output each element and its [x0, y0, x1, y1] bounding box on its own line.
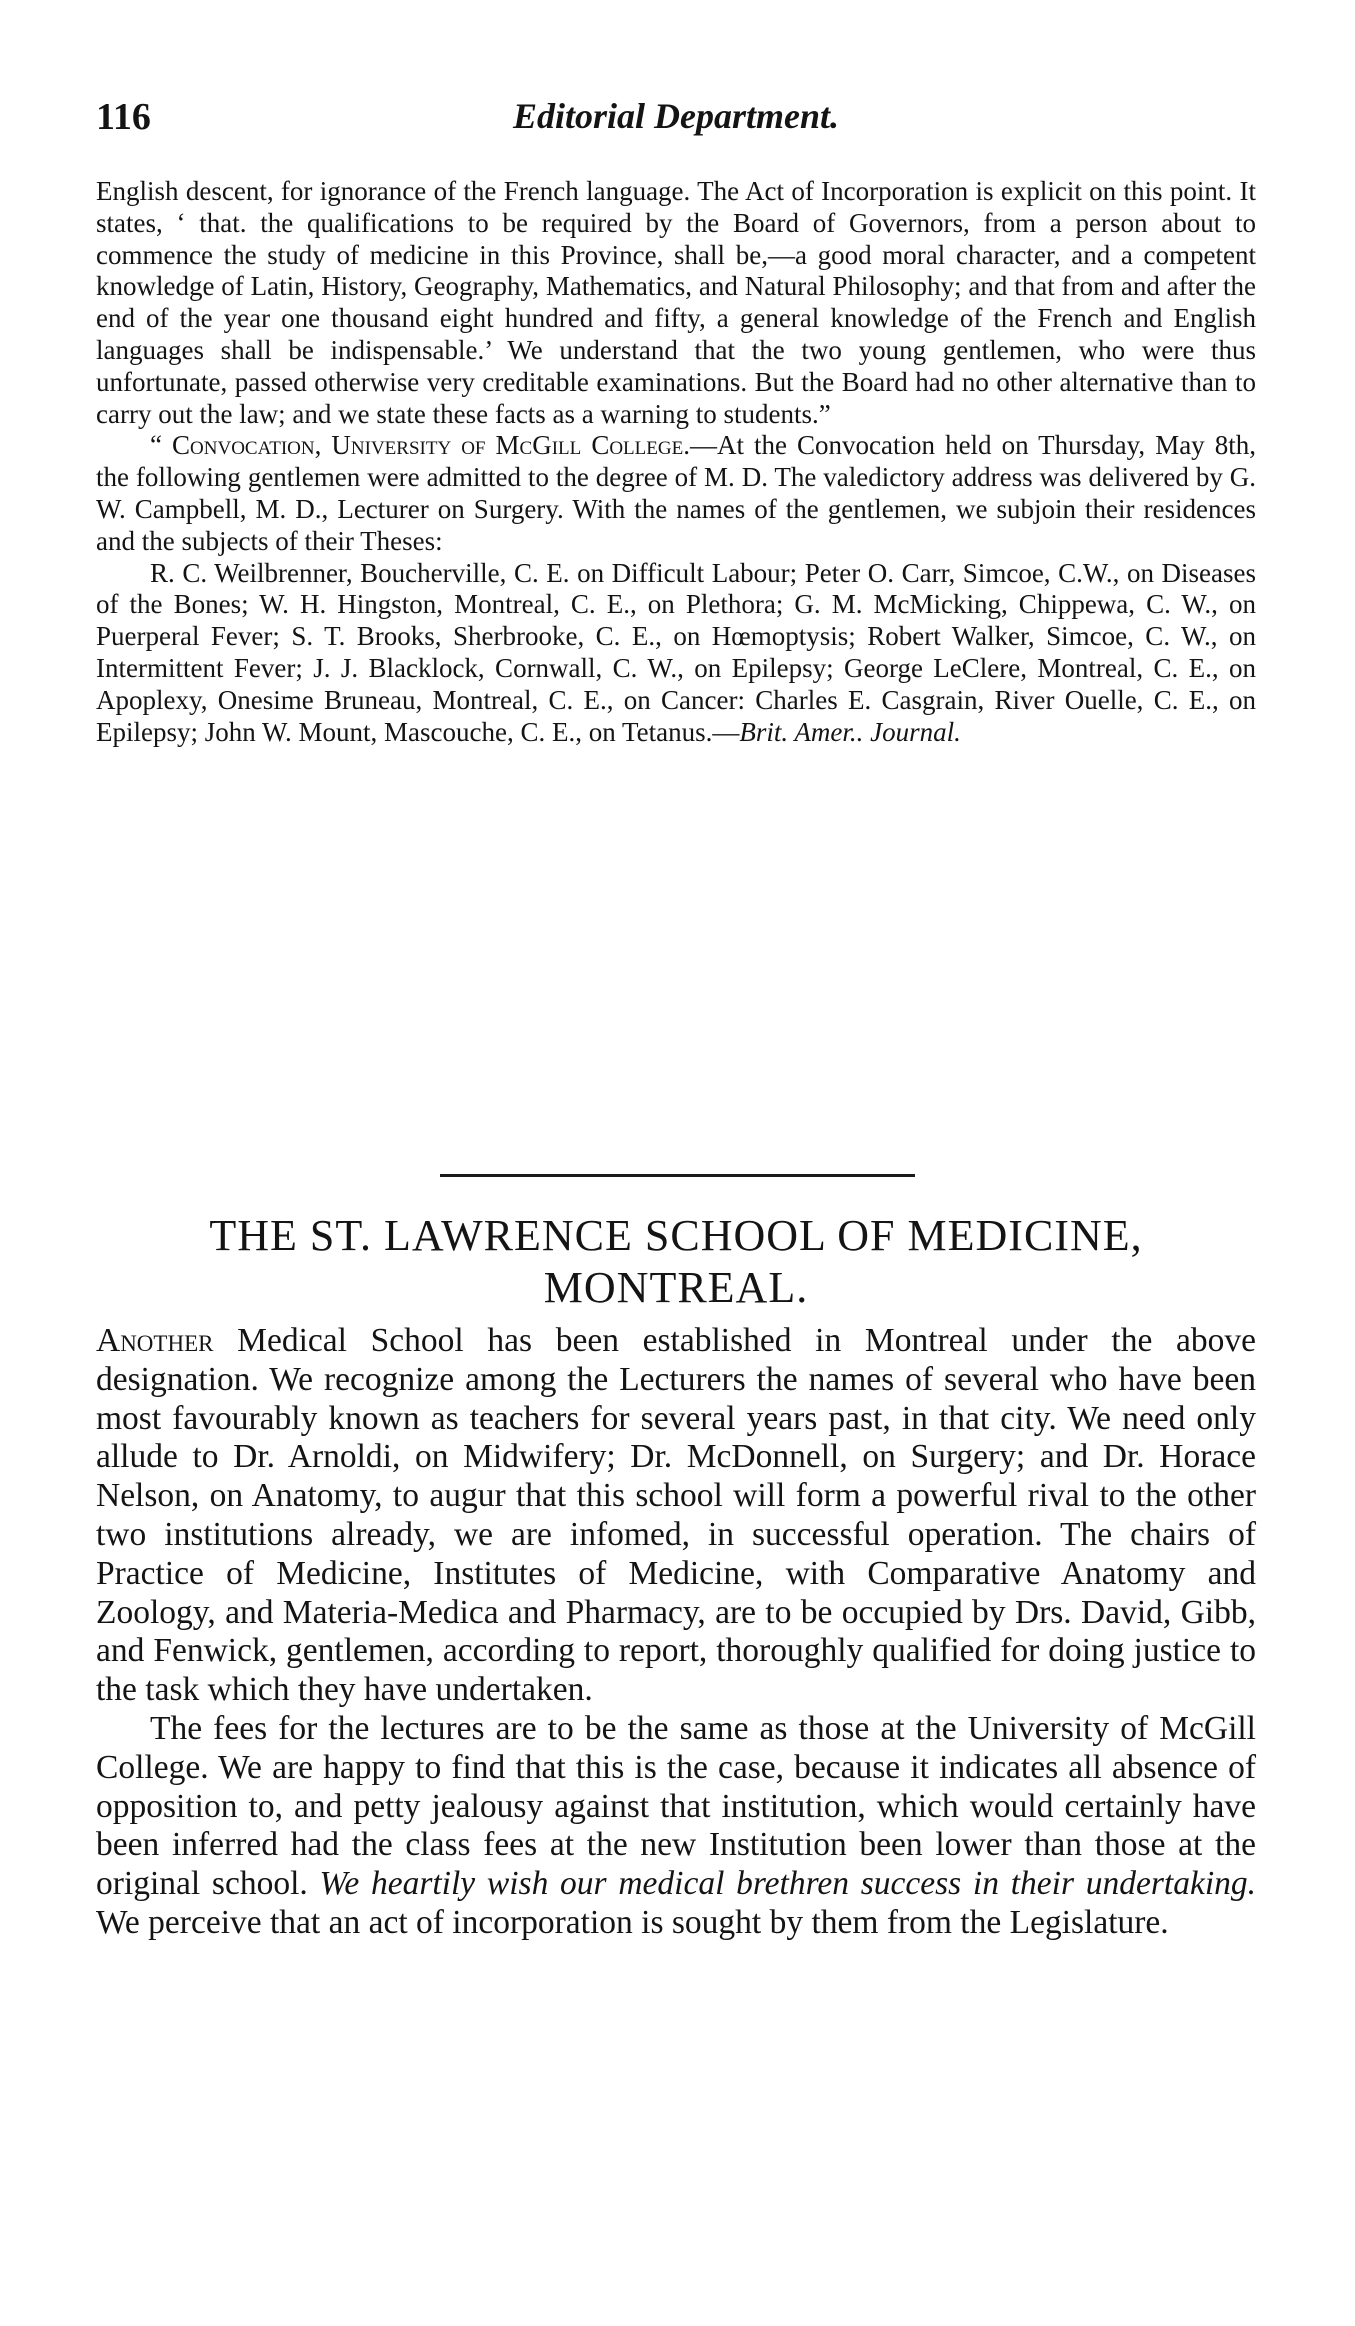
source-citation: Brit. Amer.. Journal. [739, 716, 961, 747]
article-paragraph-2 [96, 1710, 1256, 1943]
convocation-heading: “ Convocation, University of McGill College. [150, 430, 690, 461]
paragraph-graduates [96, 558, 1256, 749]
article-paragraph-2-text: The fees for the lectures are to be the same as those at the University of McGill College. We are happy to find that this is the case, because it indicates all absence of opposition to, and petty jealousy against that institution, which would certainly have been inferred had the class fees at the new Institution been lower than those at the original school. [96, 1709, 1256, 1903]
article-body [96, 1322, 1256, 1943]
top-section [96, 176, 1256, 748]
paragraph-act-of-incorporation: English descent, for ignorance of the French language. The Act of Incorporation is explicit on this point. It states, ‘ that. the qualifications to be required by the Board of Governors, from a person about to commence the study of medicine in this Province, shall be,—a good moral character, and a competent knowledge of Latin, History, Geography, Mathematics, and Natural Philosophy; and that from and after the end of the year one thousand eight hundred and fifty, a general knowledge of the French and English languages shall be indispensable.’ We understand that the two young gentlemen, who were thus unfortunate, passed otherwise very creditable examinations. But the Board had no other alternative than to carry out the law; and we state these facts as a warning to students.” [96, 176, 1256, 429]
paragraph-convocation [96, 430, 1256, 557]
page-header [96, 95, 1256, 155]
graduates-text: R. C. Weilbrenner, Boucherville, C. E. on Difficult Labour; Peter O. Carr, Simcoe, C.W., on Diseases of the Bones; W. H. Hingston, Montreal, C. E., on Plethora; G. M. McMicking, Chippewa, C. W., on Puerperal Fever; S. T. Brooks, Sherbrooke, C. E., on Hœmoptysis; Robert Walker, Simcoe, C. W., on Intermittent Fever; J. J. Blacklock, Cornwall, C. W., on Epilepsy; George LeClere, Montreal, C. E., on Apoplexy, Onesime Bruneau, Montreal, C. E., on Cancer: Charles E. Casgrain, River Ouelle, C. E., on Epilepsy; John W. Mount, Mascouche, C. E., on Tetanus.— [96, 557, 1256, 747]
article-paragraph-1 [96, 1322, 1256, 1710]
convocation-text: —At the Convocation held on Thursday, May 8th, the following gentlemen were admitted to the degree of M. D. The valedictory address was delivered by G. W. Campbell, M. D., Lecturer on Surgery. With the names of the gentlemen, we subjoin their residences and the subjects of their Theses: [96, 430, 1256, 556]
lead-word: Another [96, 1322, 214, 1359]
article-paragraph-1-text: Medical School has been established in Montreal under the above designation. We recognize among the Lecturers the names of several who have been most favourably known as teachers for several years past, in that city. We need only allude to Dr. Arnoldi, on Midwifery; Dr. McDonnell, on Surgery; and Dr. Horace Nelson, on Anatomy, to augur that this school will form a powerful rival to the other two institutions already, we are infomed, in successful operation. The chairs of Practice of Medicine, Institutes of Medicine, with Comparative Anatomy and Zoology, and Materia-Medica and Pharmacy, are to be occupied by Drs. David, Gibb, and Fenwick, gentlemen, according to report, thoroughly qualified for doing justice to the task which they have undertaken. [96, 1322, 1256, 1709]
running-head: Editorial Department. [512, 96, 840, 136]
article-title [96, 1210, 1256, 1314]
section-divider [440, 1174, 915, 1177]
article-title-line-2: MONTREAL. [543, 1263, 809, 1312]
page-number: 116 [96, 96, 151, 138]
article-title-line-1: THE ST. LAWRENCE SCHOOL OF MEDICINE, [209, 1211, 1143, 1260]
article-paragraph-2-italic: We heartily wish our medical brethren success in their undertaking. [319, 1865, 1256, 1903]
article-paragraph-2-end: We perceive that an act of incorporation is sought by them from the Legislature. [96, 1903, 1169, 1941]
